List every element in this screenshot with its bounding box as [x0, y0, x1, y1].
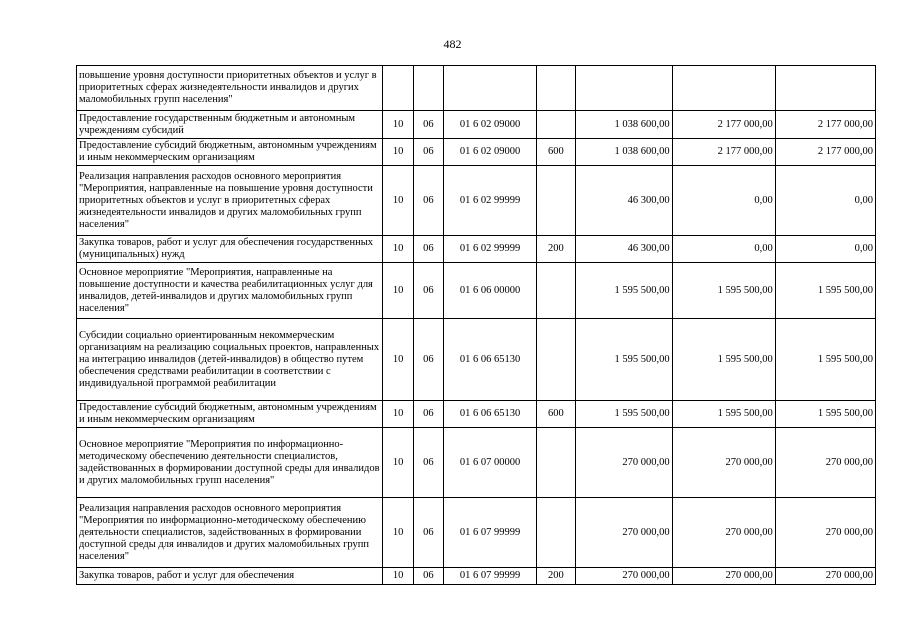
row-amount-year-1: 1 038 600,00 — [575, 111, 672, 139]
row-target-article: 01 6 06 65130 — [444, 319, 537, 401]
row-subsection: 06 — [413, 319, 443, 401]
row-amount-year-2: 2 177 000,00 — [672, 139, 775, 166]
row-description: Предоставление субсидий бюджетным, автономным учреждениям и иным некоммерческим организациям — [77, 139, 383, 166]
row-expense-type: 600 — [537, 139, 575, 166]
row-amount-year-1: 270 000,00 — [575, 568, 672, 585]
table-row — [77, 139, 876, 166]
table-row — [77, 401, 876, 428]
row-target-article: 01 6 02 09000 — [444, 139, 537, 166]
row-amount-year-2: 1 595 500,00 — [672, 263, 775, 319]
row-amount-year-1: 270 000,00 — [575, 498, 672, 568]
row-subsection: 06 — [413, 401, 443, 428]
row-amount-year-2: 0,00 — [672, 236, 775, 263]
row-subsection: 06 — [413, 139, 443, 166]
row-target-article — [444, 66, 537, 111]
row-amount-year-3: 1 595 500,00 — [775, 263, 875, 319]
row-amount-year-2: 0,00 — [672, 166, 775, 236]
row-amount-year-2 — [672, 66, 775, 111]
row-expense-type — [537, 66, 575, 111]
row-amount-year-2: 270 000,00 — [672, 568, 775, 585]
row-amount-year-1: 46 300,00 — [575, 236, 672, 263]
row-section: 10 — [383, 401, 413, 428]
row-amount-year-1 — [575, 66, 672, 111]
table-row — [77, 263, 876, 319]
row-amount-year-2: 1 595 500,00 — [672, 319, 775, 401]
row-expense-type — [537, 166, 575, 236]
row-amount-year-1: 1 595 500,00 — [575, 263, 672, 319]
row-amount-year-3: 0,00 — [775, 166, 875, 236]
table-row — [77, 66, 876, 111]
row-amount-year-3: 1 595 500,00 — [775, 319, 875, 401]
row-target-article: 01 6 06 65130 — [444, 401, 537, 428]
row-amount-year-3: 1 595 500,00 — [775, 401, 875, 428]
row-expense-type — [537, 498, 575, 568]
table-row — [77, 498, 876, 568]
row-description: Закупка товаров, работ и услуг для обеспечения государственных (муниципальных) нужд — [77, 236, 383, 263]
row-amount-year-3: 0,00 — [775, 236, 875, 263]
row-subsection: 06 — [413, 263, 443, 319]
row-target-article: 01 6 06 00000 — [444, 263, 537, 319]
row-expense-type — [537, 319, 575, 401]
page-number: 482 — [443, 37, 462, 51]
row-section: 10 — [383, 498, 413, 568]
row-description: Предоставление государственным бюджетным и автономным учреждениям субсидий — [77, 111, 383, 139]
row-amount-year-3: 2 177 000,00 — [775, 139, 875, 166]
row-target-article: 01 6 07 99999 — [444, 498, 537, 568]
row-description: Предоставление субсидий бюджетным, автономным учреждениям и иным некоммерческим организациям — [77, 401, 383, 428]
row-amount-year-1: 46 300,00 — [575, 166, 672, 236]
row-amount-year-1: 270 000,00 — [575, 428, 672, 498]
row-target-article: 01 6 02 99999 — [444, 236, 537, 263]
row-section: 10 — [383, 568, 413, 585]
row-target-article: 01 6 07 00000 — [444, 428, 537, 498]
row-amount-year-2: 1 595 500,00 — [672, 401, 775, 428]
row-description: Закупка товаров, работ и услуг для обеспечения — [77, 568, 383, 585]
row-target-article: 01 6 07 99999 — [444, 568, 537, 585]
row-expense-type: 200 — [537, 236, 575, 263]
row-section — [383, 66, 413, 111]
row-section: 10 — [383, 111, 413, 139]
budget-table — [76, 65, 876, 585]
row-expense-type — [537, 263, 575, 319]
row-section: 10 — [383, 428, 413, 498]
row-description: Основное мероприятие "Мероприятия, направленные на повышение доступности и качества реабилитационных услуг для инвалидов, детей-инвалидов и других маломобильных групп населения" — [77, 263, 383, 319]
row-amount-year-1: 1 038 600,00 — [575, 139, 672, 166]
row-expense-type — [537, 111, 575, 139]
row-subsection: 06 — [413, 568, 443, 585]
row-amount-year-3: 270 000,00 — [775, 568, 875, 585]
table-row — [77, 428, 876, 498]
row-subsection: 06 — [413, 166, 443, 236]
table-row — [77, 319, 876, 401]
row-section: 10 — [383, 319, 413, 401]
row-expense-type: 200 — [537, 568, 575, 585]
row-amount-year-3: 270 000,00 — [775, 498, 875, 568]
row-subsection — [413, 66, 443, 111]
row-section: 10 — [383, 236, 413, 263]
table-row — [77, 568, 876, 585]
row-description: Реализация направления расходов основного мероприятия "Мероприятия по информационно-методическому обеспечению деятельности специалистов, задействованных в формировании доступной среды для инвалидов и других маломобильных групп населения" — [77, 498, 383, 568]
row-target-article: 01 6 02 99999 — [444, 166, 537, 236]
row-section: 10 — [383, 139, 413, 166]
row-subsection: 06 — [413, 111, 443, 139]
row-amount-year-3: 2 177 000,00 — [775, 111, 875, 139]
table-row — [77, 166, 876, 236]
row-subsection: 06 — [413, 498, 443, 568]
row-section: 10 — [383, 166, 413, 236]
row-amount-year-2: 270 000,00 — [672, 428, 775, 498]
row-expense-type: 600 — [537, 401, 575, 428]
row-amount-year-1: 1 595 500,00 — [575, 401, 672, 428]
row-amount-year-2: 2 177 000,00 — [672, 111, 775, 139]
row-amount-year-3: 270 000,00 — [775, 428, 875, 498]
table-row — [77, 111, 876, 139]
row-subsection: 06 — [413, 428, 443, 498]
row-subsection: 06 — [413, 236, 443, 263]
row-amount-year-1: 1 595 500,00 — [575, 319, 672, 401]
row-description: Основное мероприятие "Мероприятия по информационно-методическому обеспечению деятельности специалистов, задействованных в формировании доступной среды для инвалидов и других маломобильных групп населения" — [77, 428, 383, 498]
row-section: 10 — [383, 263, 413, 319]
row-description: повышение уровня доступности приоритетных объектов и услуг в приоритетных сферах жизнедеятельности инвалидов и других маломобильных групп населения" — [77, 66, 383, 111]
row-amount-year-3 — [775, 66, 875, 111]
row-target-article: 01 6 02 09000 — [444, 111, 537, 139]
row-amount-year-2: 270 000,00 — [672, 498, 775, 568]
row-expense-type — [537, 428, 575, 498]
row-description: Субсидии социально ориентированным некоммерческим организациям на реализацию социальных проектов, направленных на интеграцию инвалидов (детей-инвалидов) в общество путем обеспечения средствами реабилитации в соответствии с индивидуальной программой реабилитации — [77, 319, 383, 401]
row-description: Реализация направления расходов основного мероприятия "Мероприятия, направленные на повышение уровня доступности приоритетных объектов и услуг в приоритетных сферах жизнедеятельности инвалидов и других маломобильных групп населения" — [77, 166, 383, 236]
table-row — [77, 236, 876, 263]
